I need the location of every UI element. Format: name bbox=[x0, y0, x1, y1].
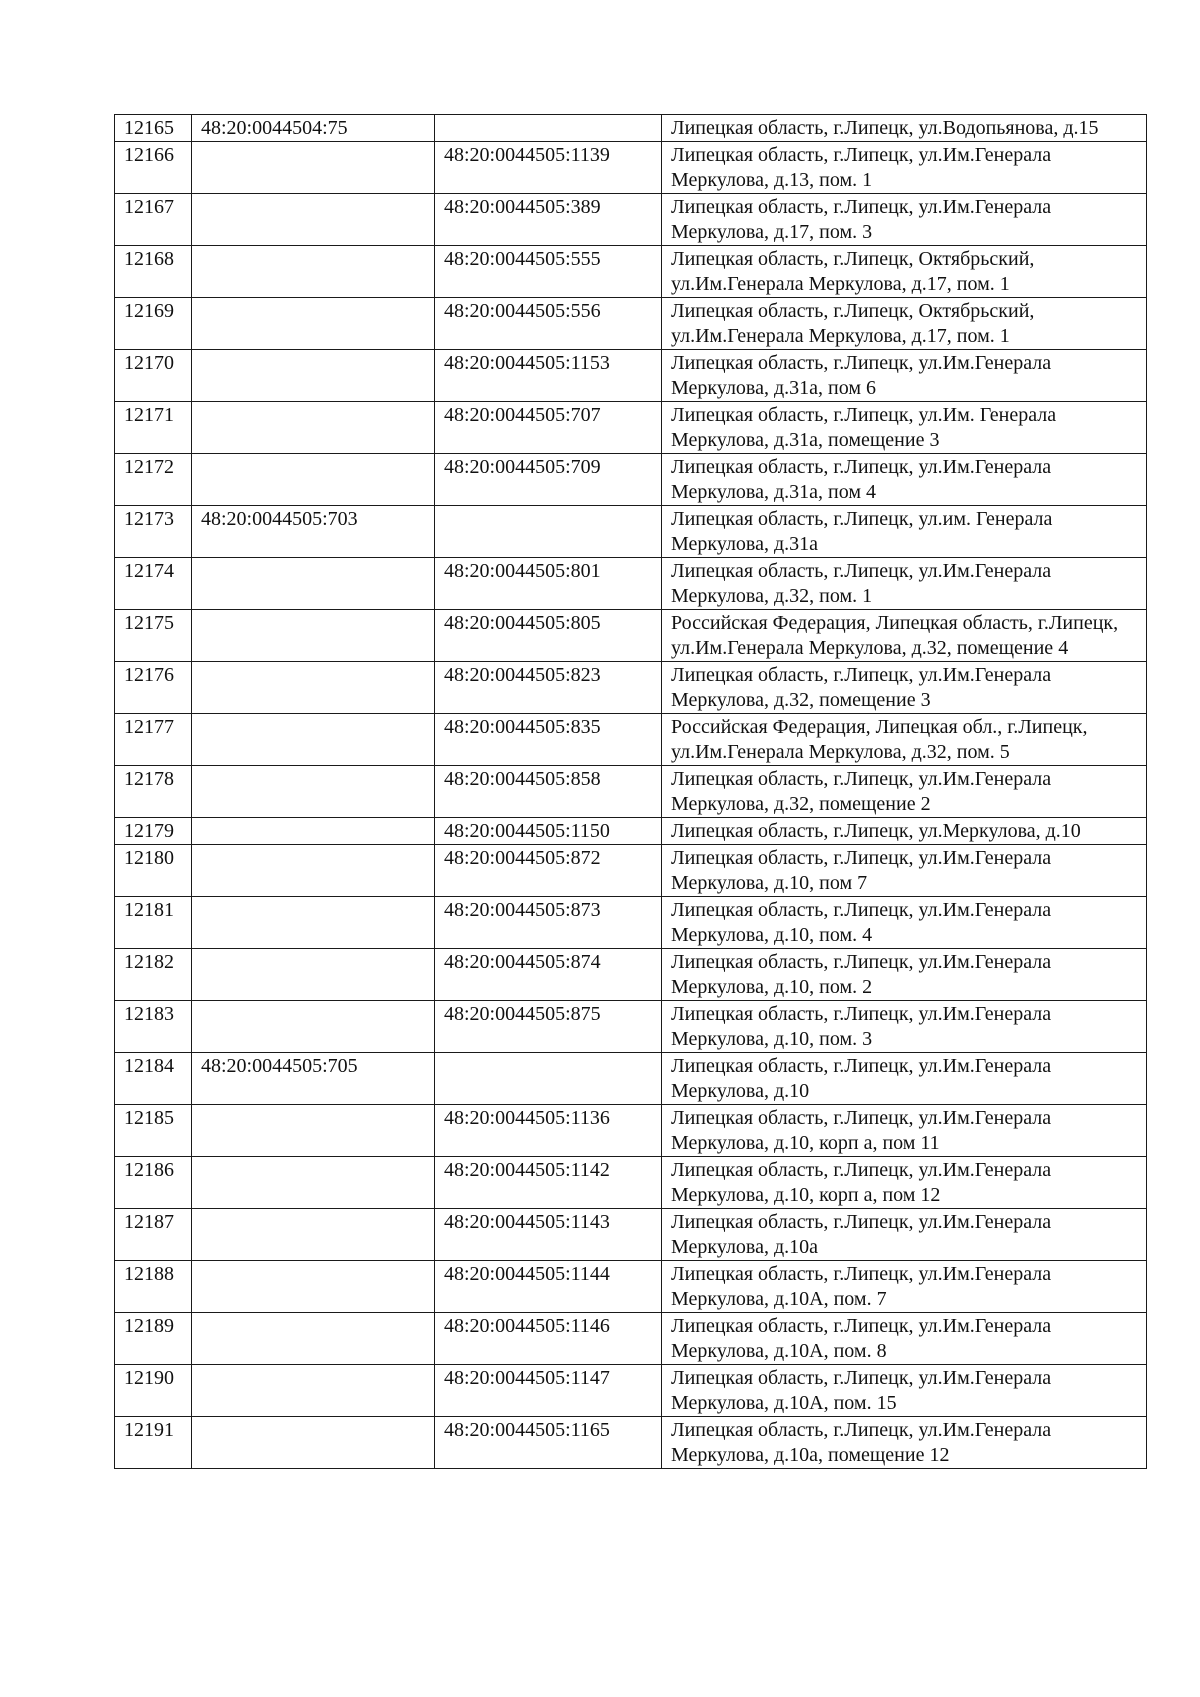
row-number-cell: 12173 bbox=[115, 506, 192, 558]
object-cadastral-number-cell: 48:20:0044505:1142 bbox=[435, 1157, 662, 1209]
land-cadastral-number-cell bbox=[192, 1001, 435, 1053]
address-cell: Липецкая область, г.Липецк, ул.Им.Генерала Меркулова, д.10А, пом. 7 bbox=[662, 1261, 1147, 1313]
row-number-cell: 12170 bbox=[115, 350, 192, 402]
row-number-cell: 12179 bbox=[115, 818, 192, 845]
row-number-cell: 12183 bbox=[115, 1001, 192, 1053]
table-row bbox=[115, 402, 1147, 454]
table-row bbox=[115, 1105, 1147, 1157]
object-cadastral-number-cell: 48:20:0044505:389 bbox=[435, 194, 662, 246]
row-number-cell: 12169 bbox=[115, 298, 192, 350]
table-row bbox=[115, 1313, 1147, 1365]
table-row bbox=[115, 818, 1147, 845]
row-number-cell: 12178 bbox=[115, 766, 192, 818]
object-cadastral-number-cell: 48:20:0044505:1147 bbox=[435, 1365, 662, 1417]
row-number-cell: 12187 bbox=[115, 1209, 192, 1261]
row-number-cell: 12184 bbox=[115, 1053, 192, 1105]
land-cadastral-number-cell: 48:20:0044505:703 bbox=[192, 506, 435, 558]
land-cadastral-number-cell bbox=[192, 298, 435, 350]
address-cell: Липецкая область, г.Липецк, ул.Им.Генерала Меркулова, д.10, пом. 4 bbox=[662, 897, 1147, 949]
row-number-cell: 12180 bbox=[115, 845, 192, 897]
address-cell: Липецкая область, г.Липецк, ул.Им.Генерала Меркулова, д.10 bbox=[662, 1053, 1147, 1105]
address-cell: Липецкая область, г.Липецк, Октябрьский, ул.Им.Генерала Меркулова, д.17, пом. 1 bbox=[662, 246, 1147, 298]
object-cadastral-number-cell: 48:20:0044505:858 bbox=[435, 766, 662, 818]
address-cell: Липецкая область, г.Липецк, ул.Им.Генерала Меркулова, д.10А, пом. 8 bbox=[662, 1313, 1147, 1365]
row-number-cell: 12189 bbox=[115, 1313, 192, 1365]
table-row bbox=[115, 714, 1147, 766]
land-cadastral-number-cell bbox=[192, 1261, 435, 1313]
table-row bbox=[115, 845, 1147, 897]
table-row bbox=[115, 558, 1147, 610]
land-cadastral-number-cell bbox=[192, 714, 435, 766]
object-cadastral-number-cell: 48:20:0044505:1150 bbox=[435, 818, 662, 845]
land-cadastral-number-cell: 48:20:0044504:75 bbox=[192, 115, 435, 142]
registry-table-body bbox=[115, 115, 1147, 1469]
object-cadastral-number-cell: 48:20:0044505:835 bbox=[435, 714, 662, 766]
object-cadastral-number-cell bbox=[435, 1053, 662, 1105]
table-row bbox=[115, 142, 1147, 194]
object-cadastral-number-cell: 48:20:0044505:1146 bbox=[435, 1313, 662, 1365]
address-cell: Липецкая область, г.Липецк, ул.Им.Генерала Меркулова, д.10А, пом. 15 bbox=[662, 1365, 1147, 1417]
object-cadastral-number-cell bbox=[435, 115, 662, 142]
address-cell: Липецкая область, г.Липецк, ул.Им.Генерала Меркулова, д.32, пом. 1 bbox=[662, 558, 1147, 610]
row-number-cell: 12181 bbox=[115, 897, 192, 949]
land-cadastral-number-cell bbox=[192, 142, 435, 194]
table-row bbox=[115, 246, 1147, 298]
table-row bbox=[115, 897, 1147, 949]
address-cell: Липецкая область, г.Липецк, ул.Им.Генерала Меркулова, д.10, пом 7 bbox=[662, 845, 1147, 897]
object-cadastral-number-cell: 48:20:0044505:873 bbox=[435, 897, 662, 949]
address-cell: Липецкая область, г.Липецк, ул.Им.Генерала Меркулова, д.10а, помещение 12 bbox=[662, 1417, 1147, 1469]
land-cadastral-number-cell bbox=[192, 897, 435, 949]
address-cell: Липецкая область, г.Липецк, ул.Водопьянова, д.15 bbox=[662, 115, 1147, 142]
table-row bbox=[115, 1157, 1147, 1209]
land-cadastral-number-cell bbox=[192, 1157, 435, 1209]
address-cell: Липецкая область, г.Липецк, ул.Им.Генерала Меркулова, д.32, помещение 2 bbox=[662, 766, 1147, 818]
table-row bbox=[115, 1209, 1147, 1261]
table-row bbox=[115, 1417, 1147, 1469]
object-cadastral-number-cell: 48:20:0044505:556 bbox=[435, 298, 662, 350]
land-cadastral-number-cell bbox=[192, 194, 435, 246]
row-number-cell: 12188 bbox=[115, 1261, 192, 1313]
object-cadastral-number-cell: 48:20:0044505:805 bbox=[435, 610, 662, 662]
table-row bbox=[115, 194, 1147, 246]
row-number-cell: 12171 bbox=[115, 402, 192, 454]
address-cell: Липецкая область, г.Липецк, ул.Им.Генерала Меркулова, д.31а, пом 6 bbox=[662, 350, 1147, 402]
address-cell: Липецкая область, г.Липецк, ул.Им.Генерала Меркулова, д.17, пом. 3 bbox=[662, 194, 1147, 246]
land-cadastral-number-cell bbox=[192, 246, 435, 298]
land-cadastral-number-cell bbox=[192, 1313, 435, 1365]
land-cadastral-number-cell bbox=[192, 1365, 435, 1417]
table-row bbox=[115, 1053, 1147, 1105]
land-cadastral-number-cell bbox=[192, 1105, 435, 1157]
address-cell: Липецкая область, г.Липецк, ул.им. Генерала Меркулова, д.31а bbox=[662, 506, 1147, 558]
address-cell: Липецкая область, г.Липецк, ул.Им.Генерала Меркулова, д.10а bbox=[662, 1209, 1147, 1261]
land-cadastral-number-cell bbox=[192, 454, 435, 506]
row-number-cell: 12191 bbox=[115, 1417, 192, 1469]
object-cadastral-number-cell: 48:20:0044505:555 bbox=[435, 246, 662, 298]
address-cell: Липецкая область, г.Липецк, ул.Им.Генерала Меркулова, д.10, пом. 2 bbox=[662, 949, 1147, 1001]
address-cell: Липецкая область, г.Липецк, ул.Им.Генерала Меркулова, д.10, пом. 3 bbox=[662, 1001, 1147, 1053]
object-cadastral-number-cell: 48:20:0044505:1136 bbox=[435, 1105, 662, 1157]
table-row bbox=[115, 1261, 1147, 1313]
row-number-cell: 12186 bbox=[115, 1157, 192, 1209]
land-cadastral-number-cell bbox=[192, 558, 435, 610]
row-number-cell: 12166 bbox=[115, 142, 192, 194]
table-row bbox=[115, 949, 1147, 1001]
row-number-cell: 12168 bbox=[115, 246, 192, 298]
row-number-cell: 12174 bbox=[115, 558, 192, 610]
address-cell: Липецкая область, г.Липецк, ул.Им.Генерала Меркулова, д.31а, пом 4 bbox=[662, 454, 1147, 506]
table-row bbox=[115, 1001, 1147, 1053]
object-cadastral-number-cell: 48:20:0044505:1143 bbox=[435, 1209, 662, 1261]
row-number-cell: 12182 bbox=[115, 949, 192, 1001]
row-number-cell: 12165 bbox=[115, 115, 192, 142]
land-cadastral-number-cell bbox=[192, 1209, 435, 1261]
object-cadastral-number-cell bbox=[435, 506, 662, 558]
land-cadastral-number-cell bbox=[192, 1417, 435, 1469]
object-cadastral-number-cell: 48:20:0044505:801 bbox=[435, 558, 662, 610]
table-row bbox=[115, 298, 1147, 350]
land-cadastral-number-cell bbox=[192, 610, 435, 662]
address-cell: Липецкая область, г.Липецк, ул.Им.Генерала Меркулова, д.13, пом. 1 bbox=[662, 142, 1147, 194]
row-number-cell: 12190 bbox=[115, 1365, 192, 1417]
table-row bbox=[115, 1365, 1147, 1417]
table-row bbox=[115, 454, 1147, 506]
object-cadastral-number-cell: 48:20:0044505:1139 bbox=[435, 142, 662, 194]
land-cadastral-number-cell bbox=[192, 766, 435, 818]
table-row bbox=[115, 350, 1147, 402]
land-cadastral-number-cell bbox=[192, 949, 435, 1001]
address-cell: Липецкая область, г.Липецк, ул.Им. Генерала Меркулова, д.31а, помещение 3 bbox=[662, 402, 1147, 454]
object-cadastral-number-cell: 48:20:0044505:1144 bbox=[435, 1261, 662, 1313]
table-row bbox=[115, 662, 1147, 714]
object-cadastral-number-cell: 48:20:0044505:709 bbox=[435, 454, 662, 506]
land-cadastral-number-cell bbox=[192, 845, 435, 897]
object-cadastral-number-cell: 48:20:0044505:1153 bbox=[435, 350, 662, 402]
land-cadastral-number-cell bbox=[192, 350, 435, 402]
object-cadastral-number-cell: 48:20:0044505:823 bbox=[435, 662, 662, 714]
land-cadastral-number-cell bbox=[192, 662, 435, 714]
land-cadastral-number-cell bbox=[192, 818, 435, 845]
address-cell: Российская Федерация, Липецкая область, г.Липецк, ул.Им.Генерала Меркулова, д.32, помещение 4 bbox=[662, 610, 1147, 662]
object-cadastral-number-cell: 48:20:0044505:875 bbox=[435, 1001, 662, 1053]
address-cell: Липецкая область, г.Липецк, ул.Им.Генерала Меркулова, д.10, корп а, пом 11 bbox=[662, 1105, 1147, 1157]
table-row bbox=[115, 506, 1147, 558]
table-row bbox=[115, 766, 1147, 818]
table-row bbox=[115, 115, 1147, 142]
registry-table bbox=[114, 114, 1147, 1469]
object-cadastral-number-cell: 48:20:0044505:872 bbox=[435, 845, 662, 897]
row-number-cell: 12185 bbox=[115, 1105, 192, 1157]
object-cadastral-number-cell: 48:20:0044505:707 bbox=[435, 402, 662, 454]
row-number-cell: 12177 bbox=[115, 714, 192, 766]
land-cadastral-number-cell bbox=[192, 402, 435, 454]
address-cell: Липецкая область, г.Липецк, ул.Им.Генерала Меркулова, д.10, корп а, пом 12 bbox=[662, 1157, 1147, 1209]
address-cell: Липецкая область, г.Липецк, ул.Меркулова, д.10 bbox=[662, 818, 1147, 845]
object-cadastral-number-cell: 48:20:0044505:874 bbox=[435, 949, 662, 1001]
row-number-cell: 12175 bbox=[115, 610, 192, 662]
row-number-cell: 12167 bbox=[115, 194, 192, 246]
address-cell: Липецкая область, г.Липецк, ул.Им.Генерала Меркулова, д.32, помещение 3 bbox=[662, 662, 1147, 714]
address-cell: Российская Федерация, Липецкая обл., г.Липецк, ул.Им.Генерала Меркулова, д.32, пом. 5 bbox=[662, 714, 1147, 766]
table-row bbox=[115, 610, 1147, 662]
row-number-cell: 12176 bbox=[115, 662, 192, 714]
land-cadastral-number-cell: 48:20:0044505:705 bbox=[192, 1053, 435, 1105]
address-cell: Липецкая область, г.Липецк, Октябрьский, ул.Им.Генерала Меркулова, д.17, пом. 1 bbox=[662, 298, 1147, 350]
object-cadastral-number-cell: 48:20:0044505:1165 bbox=[435, 1417, 662, 1469]
row-number-cell: 12172 bbox=[115, 454, 192, 506]
